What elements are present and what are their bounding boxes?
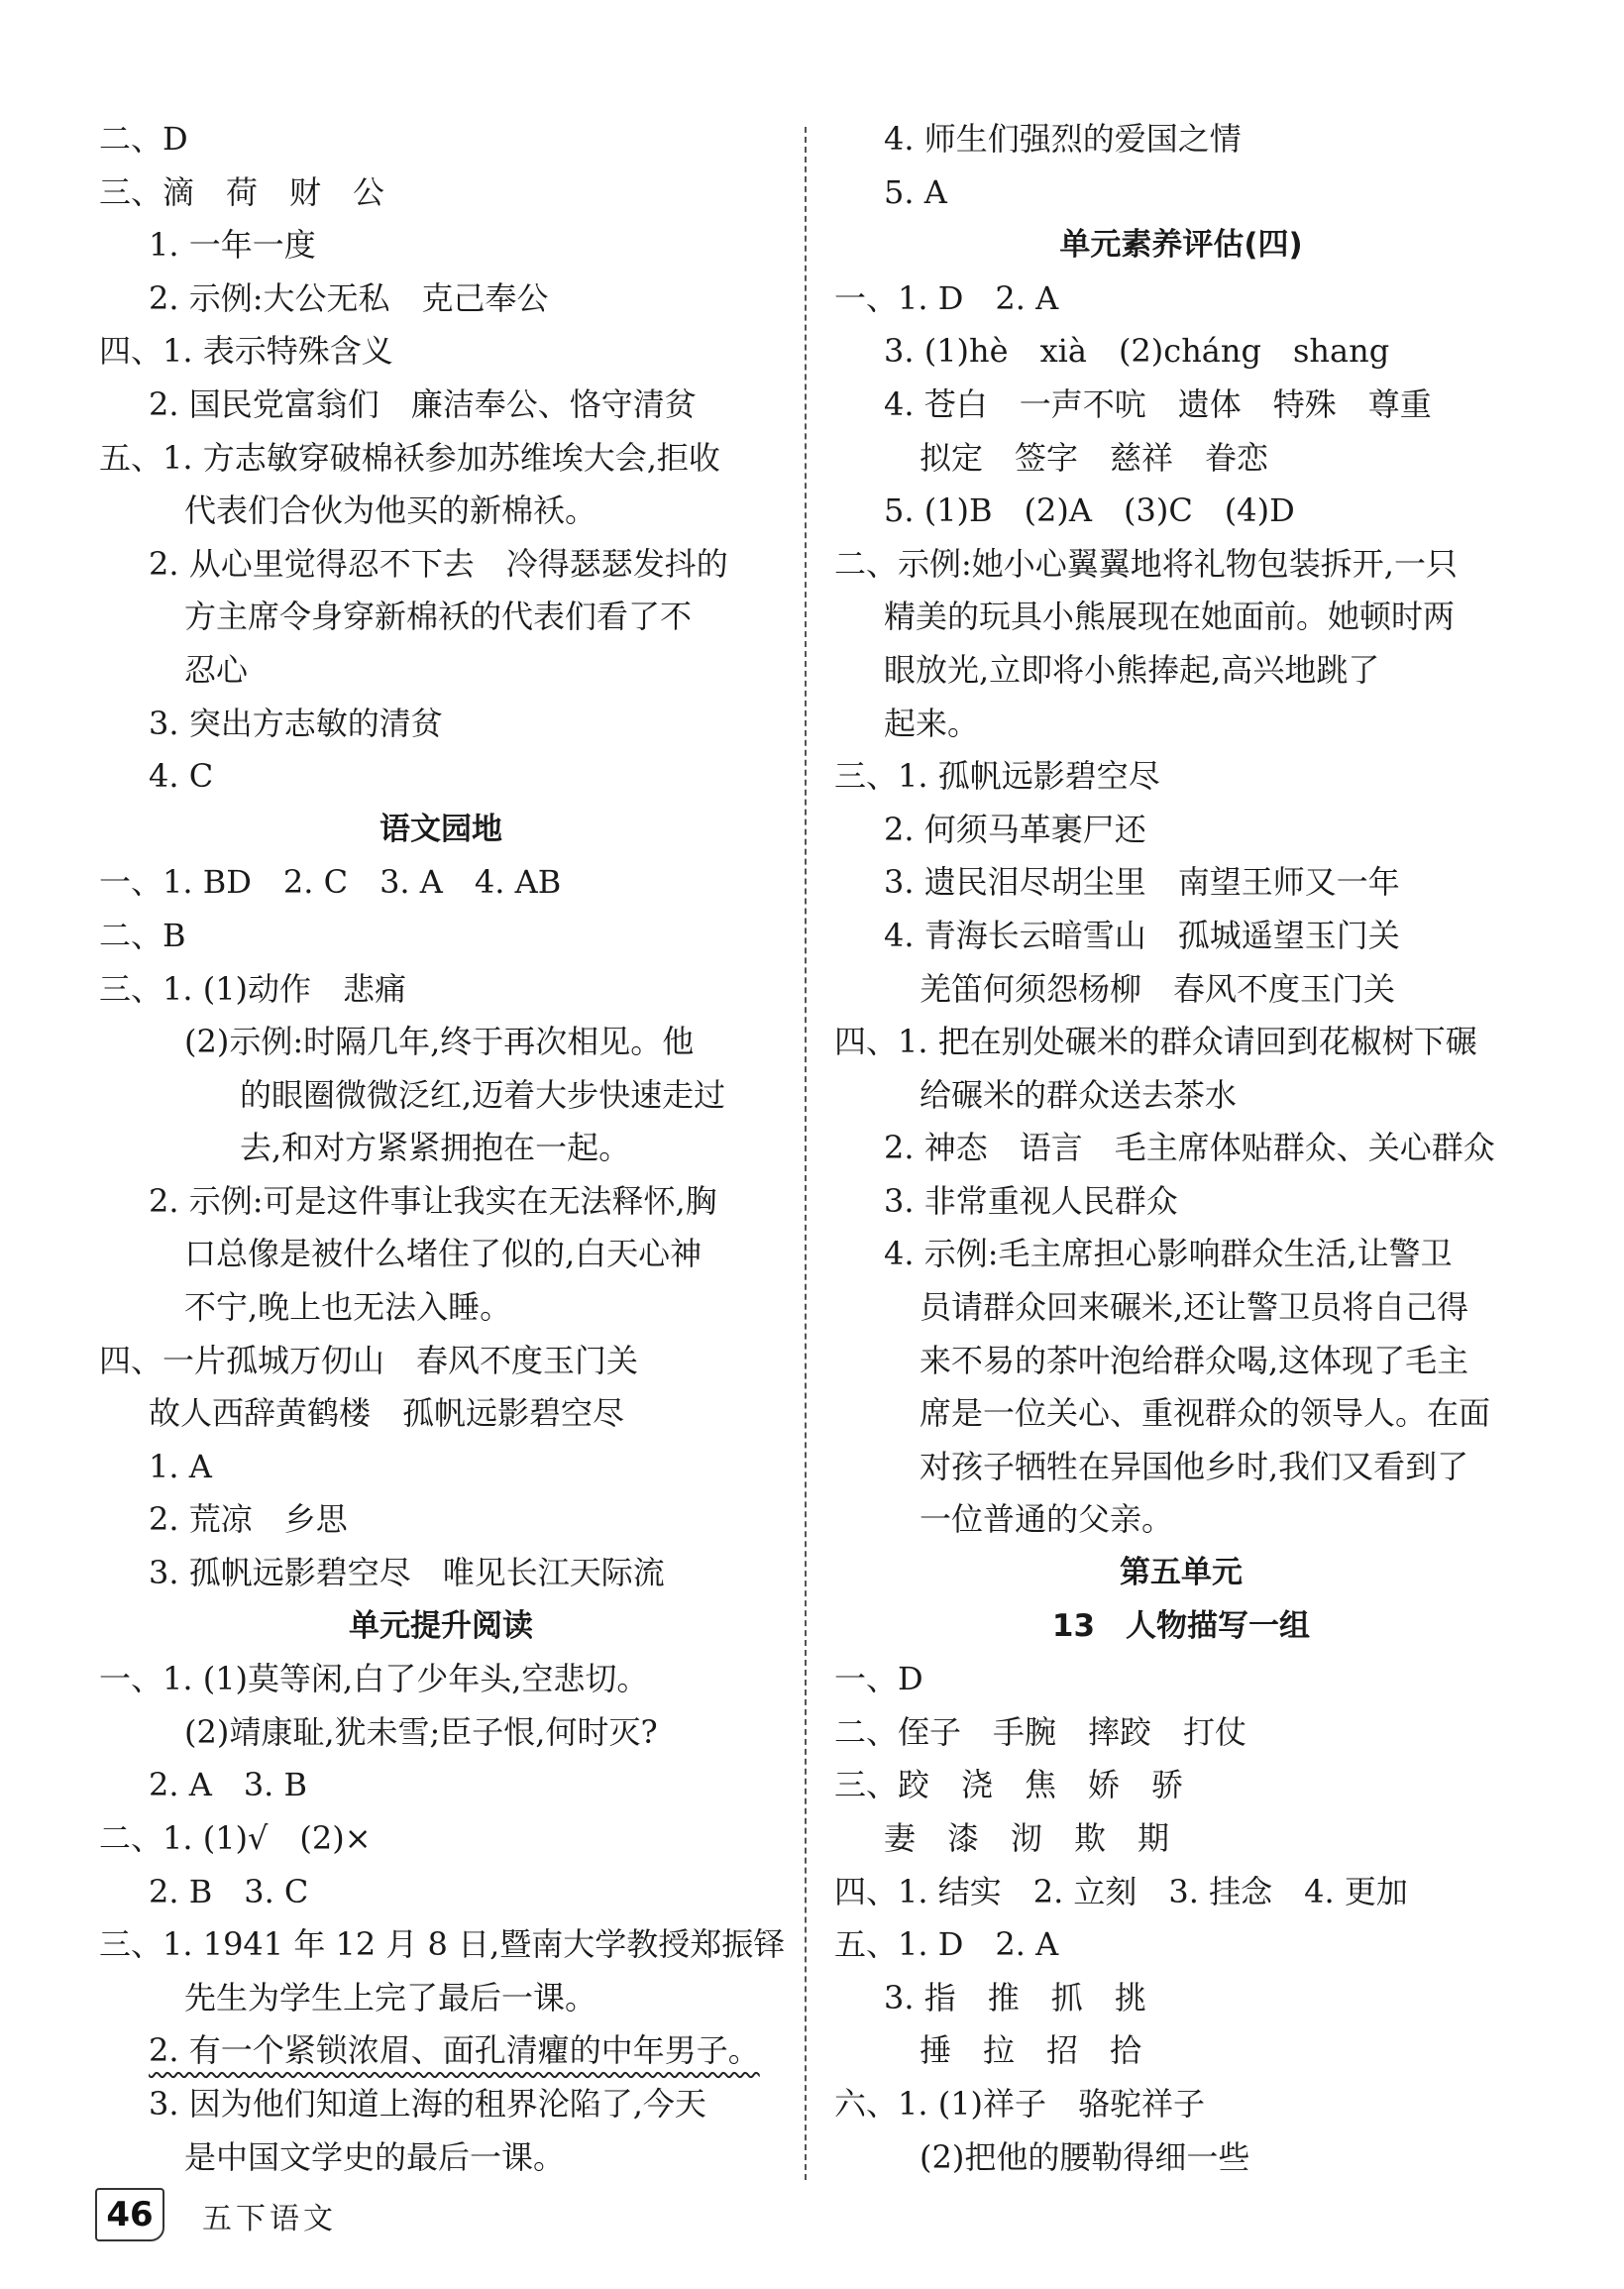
line-text: 二、B [99, 916, 186, 954]
section-heading [834, 1600, 1528, 1654]
line-text: 4. 示例:毛主席担心影响群众生活,让警卫 [884, 1235, 1453, 1273]
answer-line [834, 538, 1528, 592]
line-text: 眼放光,立即将小熊捧起,高兴地跳了 [884, 650, 1380, 689]
line-text: 第五单元 [1120, 1555, 1243, 1591]
section-heading [99, 804, 783, 857]
line-text: 三、跤 浇 焦 娇 骄 [834, 1766, 1184, 1804]
answer-line [834, 1706, 1528, 1760]
answer-line [99, 1016, 783, 1069]
line-text: 单元素养评估(四) [1059, 227, 1303, 264]
answer-line [834, 750, 1528, 804]
column-divider [805, 127, 807, 2180]
line-text: 2. 示例:大公无私 克己奉公 [149, 278, 549, 317]
line-text: 是中国文学史的最后一课。 [184, 2137, 566, 2176]
answer-line [99, 272, 783, 326]
line-text: 忍心 [184, 650, 249, 689]
line-text: 13 人物描写一组 [1051, 1607, 1311, 1644]
answer-line [834, 1866, 1528, 1919]
line-text: 1. 一年一度 [149, 226, 316, 265]
answer-line [834, 1335, 1528, 1388]
line-text: 去,和对方紧紧拥抱在一起。 [240, 1129, 631, 1167]
line-text: 2. A 3. B [149, 1766, 308, 1804]
line-text: 2. 示例:可是这件事让我实在无法释怀,胸 [149, 1181, 717, 1220]
answer-line [834, 166, 1528, 220]
line-text: 3. 指 推 抓 挑 [884, 1978, 1146, 2016]
line-text: 故人西辞黄鹤楼 孤帆远影碧空尽 [149, 1394, 625, 1433]
line-text: 拟定 签字 慈祥 眷恋 [920, 438, 1269, 477]
line-text: 代表们合伙为他买的新棉袄。 [184, 491, 597, 530]
answer-line [834, 1493, 1528, 1547]
answer-line [834, 1069, 1528, 1123]
answer-line [834, 1441, 1528, 1494]
answer-line [834, 1812, 1528, 1866]
line-text: 2. 神态 语言 毛主席体贴群众、关心群众 [884, 1129, 1495, 1167]
line-text: 三、1. (1)动作 悲痛 [99, 969, 407, 1008]
answer-line [834, 644, 1528, 698]
answer-line [834, 591, 1528, 644]
line-text: 妻 漆 沏 欺 期 [884, 1819, 1170, 1857]
line-text: 三、1. 1941 年 12 月 8 日,暨南大学教授郑振铎 [99, 1925, 786, 1964]
answer-line [99, 1069, 783, 1123]
answer-line [834, 432, 1528, 486]
line-text: 4. C [149, 757, 214, 796]
answer-line [99, 1175, 783, 1229]
line-text: 捶 拉 招 拾 [920, 2031, 1142, 2070]
answer-line [99, 644, 783, 698]
line-text: 五、1. 方志敏穿破棉袄参加苏维埃大会,拒收 [99, 438, 720, 477]
line-text: 六、1. (1)祥子 骆驼祥子 [834, 2084, 1206, 2123]
line-text: 口总像是被什么堵住了似的,白天心神 [184, 1235, 703, 1273]
answer-line [99, 166, 783, 220]
answer-line [99, 963, 783, 1017]
answer-line [99, 113, 783, 166]
answer-line [99, 1972, 783, 2025]
line-text: 二、示例:她小心翼翼地将礼物包装拆开,一只 [834, 544, 1458, 583]
answer-line [99, 1918, 786, 1972]
answer-line [99, 591, 783, 644]
line-text: 4. 师生们强烈的爱国之情 [884, 120, 1242, 158]
line-text: 二、1. (1)√ (2)× [99, 1819, 372, 1857]
line-text: 5. A [884, 172, 947, 211]
answer-line [99, 698, 783, 751]
line-text: 语文园地 [379, 811, 502, 847]
answer-line [99, 1547, 783, 1600]
answer-line [99, 1653, 783, 1706]
line-text: 一、1. D 2. A [834, 278, 1059, 317]
answer-line [834, 1918, 1528, 1972]
line-text: 四、一片孤城万仞山 春风不度玉门关 [99, 1341, 639, 1379]
line-text: 五、1. D 2. A [834, 1925, 1059, 1964]
answer-line [99, 325, 783, 379]
answer-line [99, 485, 783, 538]
answer-line [834, 910, 1528, 963]
answer-line [99, 1387, 783, 1441]
answer-line [99, 1281, 783, 1335]
answer-line [99, 1706, 783, 1760]
answer-line [99, 1493, 783, 1547]
line-text: (2)靖康耻,犹未雪;臣子恨,何时灭? [184, 1712, 658, 1751]
line-text: 二、D [99, 120, 188, 158]
answer-line [99, 2024, 783, 2078]
answer-line [99, 1441, 783, 1494]
right-column [834, 113, 1528, 2184]
answer-line [834, 1122, 1528, 1175]
line-text: 四、1. 结实 2. 立刻 3. 挂念 4. 更加 [834, 1872, 1408, 1910]
answer-line [834, 379, 1528, 432]
answer-line [99, 856, 783, 910]
line-text: 员请群众回来碾米,还让警卫员将自己得 [920, 1288, 1469, 1327]
line-text: 四、1. 表示特殊含义 [99, 332, 393, 371]
line-text: 3. (1)hè xià (2)cháng shang [884, 332, 1390, 371]
line-text: (2)把他的腰勒得细一些 [920, 2137, 1250, 2176]
answer-line [99, 910, 783, 963]
left-column [99, 113, 786, 2184]
answer-line [834, 856, 1528, 910]
line-text: 羌笛何须怨杨柳 春风不度玉门关 [920, 969, 1396, 1008]
page-number: 46 [95, 2188, 164, 2241]
line-text: 2. 有一个紧锁浓眉、面孔清癯的中年男子。 [149, 2031, 760, 2070]
line-text: 3. 孤帆远影碧空尽 唯见长江天际流 [149, 1554, 665, 1592]
line-text: 的眼圈微微泛红,迈着大步快速走过 [240, 1075, 726, 1114]
answer-line [834, 1228, 1528, 1281]
section-heading [99, 1600, 783, 1654]
line-text: 4. 苍白 一声不吭 遗体 特殊 尊重 [884, 384, 1432, 423]
line-text: 2. 荒凉 乡思 [149, 1500, 348, 1539]
answer-line [834, 1281, 1528, 1335]
answer-line [99, 1228, 783, 1281]
line-text: 不宁,晚上也无法入睡。 [184, 1288, 512, 1327]
answer-line [99, 538, 783, 592]
answer-line [834, 1387, 1528, 1441]
answer-line [834, 2078, 1528, 2131]
line-text: 一、1. BD 2. C 3. A 4. AB [99, 863, 562, 902]
line-text: 四、1. 把在别处碾米的群众请回到花椒树下碾 [834, 1023, 1477, 1061]
line-text: 2. 从心里觉得忍不下去 冷得瑟瑟发抖的 [149, 544, 728, 583]
answer-line [834, 804, 1528, 857]
answer-line [834, 325, 1528, 379]
line-text: 2. 国民党富翁们 廉洁奉公、恪守清贫 [149, 384, 697, 423]
answer-line [99, 2078, 783, 2131]
answer-line [99, 1122, 783, 1175]
line-text: 给碾米的群众送去茶水 [920, 1075, 1238, 1114]
line-text: 二、侄子 手腕 摔跤 打仗 [834, 1712, 1247, 1751]
line-text: 来不易的茶叶泡给群众喝,这体现了毛主 [920, 1341, 1469, 1379]
line-text: 4. 青海长云暗雪山 孤城遥望玉门关 [884, 916, 1400, 954]
answer-line [99, 1335, 783, 1388]
line-text: 1. A [149, 1447, 212, 1485]
line-text: (2)示例:时隔几年,终于再次相见。他 [184, 1023, 695, 1061]
answer-line [99, 379, 783, 432]
line-text: 一、D [834, 1660, 923, 1698]
answer-line [834, 113, 1528, 166]
line-text: 三、滴 荷 财 公 [99, 172, 385, 211]
line-text: 3. 遗民泪尽胡尘里 南望王师又一年 [884, 863, 1400, 902]
answer-line [99, 219, 783, 272]
answer-line [834, 1175, 1528, 1229]
line-text: 精美的玩具小熊展现在她面前。她顿时两 [884, 598, 1456, 636]
answer-line [99, 750, 783, 804]
line-text: 起来。 [884, 704, 980, 742]
answer-line [834, 1016, 1528, 1069]
line-text: 2. B 3. C [149, 1872, 309, 1910]
line-text: 方主席令身穿新棉袄的代表们看了不 [184, 598, 693, 636]
line-text: 三、1. 孤帆远影碧空尽 [834, 757, 1160, 796]
line-text: 3. 突出方志敏的清贫 [149, 704, 443, 742]
line-text: 对孩子牺牲在异国他乡时,我们又看到了 [920, 1447, 1469, 1485]
answer-line [834, 1972, 1528, 2025]
line-text: 5. (1)B (2)A (3)C (4)D [884, 491, 1295, 530]
answer-line [99, 1812, 783, 1866]
answer-line [834, 1653, 1528, 1706]
answer-line [834, 2024, 1528, 2078]
line-text: 3. 非常重视人民群众 [884, 1181, 1178, 1220]
section-heading [834, 1547, 1528, 1600]
answer-line [834, 963, 1528, 1017]
line-text: 3. 因为他们知道上海的租界沦陷了,今天 [149, 2084, 706, 2123]
line-text: 席是一位关心、重视群众的领导人。在面 [920, 1394, 1491, 1433]
answer-line [834, 2131, 1528, 2185]
answer-line [99, 432, 783, 486]
section-heading [834, 219, 1528, 272]
line-text: 一、1. (1)莫等闲,白了少年头,空悲切。 [99, 1660, 649, 1698]
answer-line [834, 698, 1528, 751]
line-text: 一位普通的父亲。 [920, 1500, 1174, 1539]
answer-line [99, 2131, 783, 2185]
footer-label: 五下语文 [202, 2202, 337, 2236]
line-text: 2. 何须马革裹尸还 [884, 810, 1146, 848]
answer-line [834, 1759, 1528, 1812]
answer-line [99, 1866, 783, 1919]
answer-line [834, 485, 1528, 538]
line-text: 单元提升阅读 [349, 1607, 533, 1644]
answer-line [99, 1759, 783, 1812]
answer-line [834, 272, 1528, 326]
line-text: 先生为学生上完了最后一课。 [184, 1978, 597, 2016]
